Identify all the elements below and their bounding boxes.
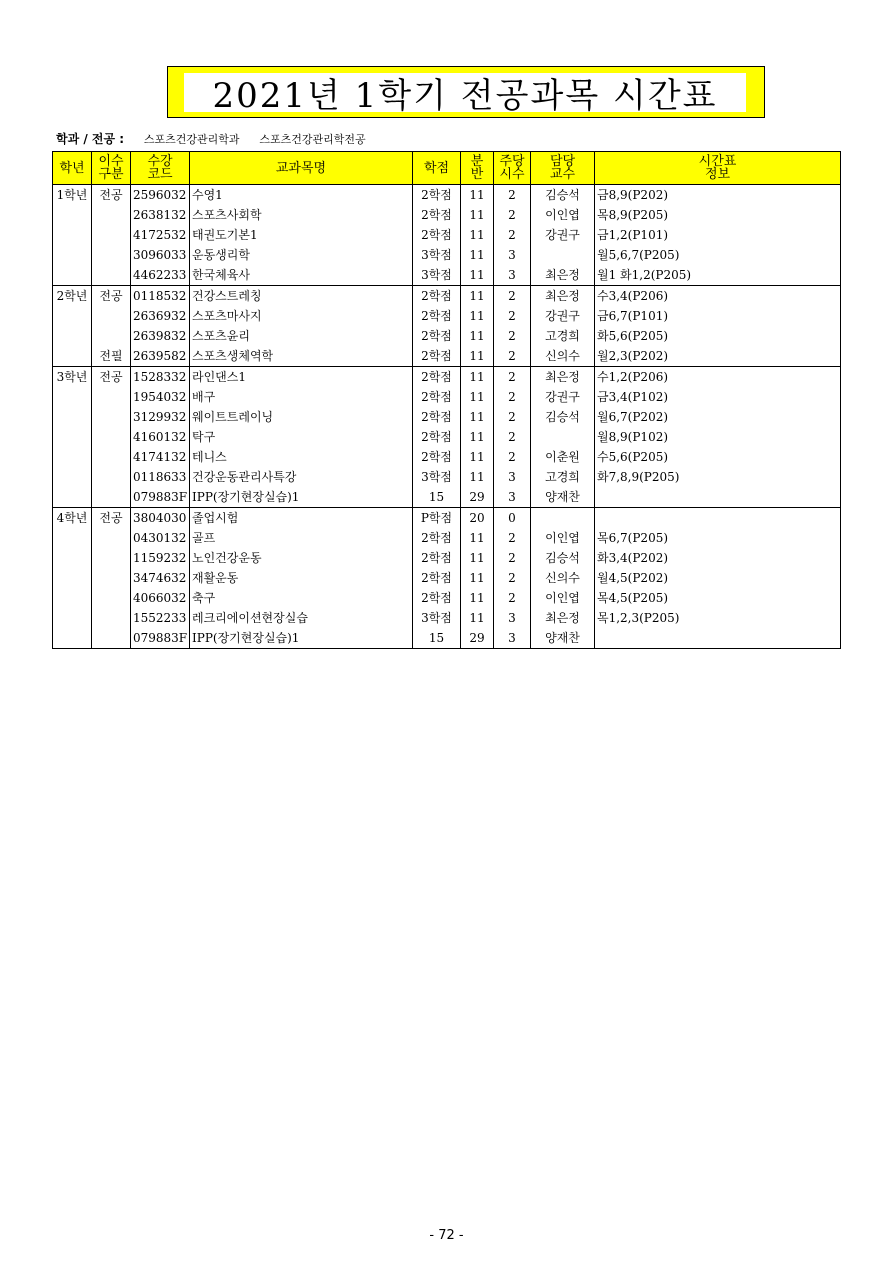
cell-schedule: 월2,3(P202) (595, 346, 841, 367)
cell-section: 11 (461, 568, 494, 588)
cell-professor: 최은정 (531, 265, 595, 286)
cell-type (92, 427, 131, 447)
cell-code: 2639832 (131, 326, 190, 346)
cell-hours: 0 (494, 508, 531, 529)
cell-year (53, 265, 92, 286)
cell-professor (531, 508, 595, 529)
cell-course-name: 한국체육사 (190, 265, 413, 286)
cell-hours: 3 (494, 628, 531, 649)
cell-hours: 2 (494, 205, 531, 225)
cell-section: 11 (461, 367, 494, 388)
cell-type: 전공 (92, 508, 131, 529)
cell-section: 11 (461, 225, 494, 245)
cell-hours: 2 (494, 326, 531, 346)
cell-credit: 2학점 (413, 185, 461, 206)
cell-hours: 3 (494, 245, 531, 265)
table-row (53, 467, 841, 487)
cell-course-name: 노인건강운동 (190, 548, 413, 568)
cell-hours: 2 (494, 306, 531, 326)
cell-year: 1학년 (53, 185, 92, 206)
cell-schedule (595, 487, 841, 508)
table-row (53, 608, 841, 628)
page-number: - 72 - (429, 1228, 464, 1243)
cell-year (53, 467, 92, 487)
cell-schedule: 월8,9(P102) (595, 427, 841, 447)
cell-type (92, 568, 131, 588)
cell-schedule: 금1,2(P101) (595, 225, 841, 245)
table-row (53, 447, 841, 467)
cell-section: 11 (461, 528, 494, 548)
cell-schedule: 금6,7(P101) (595, 306, 841, 326)
cell-code: 3474632 (131, 568, 190, 588)
header-row (53, 152, 841, 185)
cell-year: 3학년 (53, 367, 92, 388)
cell-year (53, 387, 92, 407)
cell-professor: 강권구 (531, 306, 595, 326)
cell-schedule: 화7,8,9(P205) (595, 467, 841, 487)
cell-credit: 3학점 (413, 467, 461, 487)
cell-section: 11 (461, 407, 494, 427)
cell-schedule: 월5,6,7(P205) (595, 245, 841, 265)
cell-credit: 15 (413, 628, 461, 649)
cell-section: 11 (461, 205, 494, 225)
cell-course-name: 스포츠사회학 (190, 205, 413, 225)
table-row (53, 205, 841, 225)
cell-schedule: 목8,9(P205) (595, 205, 841, 225)
table-row (53, 185, 841, 206)
cell-course-name: 배구 (190, 387, 413, 407)
table-row (53, 225, 841, 245)
cell-code: 4462233 (131, 265, 190, 286)
cell-credit: 2학점 (413, 205, 461, 225)
cell-schedule: 월4,5(P202) (595, 568, 841, 588)
table-row (53, 245, 841, 265)
cell-schedule (595, 508, 841, 529)
cell-credit: 3학점 (413, 265, 461, 286)
table-row (53, 265, 841, 286)
cell-year (53, 326, 92, 346)
cell-credit: 3학점 (413, 608, 461, 628)
cell-professor: 고경희 (531, 467, 595, 487)
cell-professor: 이인엽 (531, 588, 595, 608)
cell-type: 전필 (92, 346, 131, 367)
cell-code: 2596032 (131, 185, 190, 206)
table-row (53, 306, 841, 326)
cell-section: 11 (461, 245, 494, 265)
cell-year: 4학년 (53, 508, 92, 529)
cell-hours: 3 (494, 265, 531, 286)
cell-course-name: 테니스 (190, 447, 413, 467)
cell-year (53, 588, 92, 608)
table-row (53, 508, 841, 529)
cell-credit: 2학점 (413, 427, 461, 447)
cell-schedule: 금8,9(P202) (595, 185, 841, 206)
table-row (53, 588, 841, 608)
cell-type (92, 387, 131, 407)
cell-type (92, 306, 131, 326)
col-header-code: 수강 코드 (131, 152, 190, 185)
col-header-credit: 학점 (413, 152, 461, 185)
major-name: 스포츠건강관리학전공 (259, 133, 366, 146)
cell-credit: P학점 (413, 508, 461, 529)
cell-course-name: 스포츠마사지 (190, 306, 413, 326)
cell-code: 4160132 (131, 427, 190, 447)
cell-schedule: 목4,5(P205) (595, 588, 841, 608)
cell-credit: 2학점 (413, 407, 461, 427)
cell-type (92, 245, 131, 265)
cell-code: 4066032 (131, 588, 190, 608)
table-row (53, 548, 841, 568)
cell-professor (531, 427, 595, 447)
table-row (53, 568, 841, 588)
cell-credit: 2학점 (413, 326, 461, 346)
col-header-course: 교과목명 (190, 152, 413, 185)
cell-section: 11 (461, 265, 494, 286)
cell-code: 2639582 (131, 346, 190, 367)
cell-schedule: 월1 화1,2(P205) (595, 265, 841, 286)
cell-credit: 2학점 (413, 346, 461, 367)
department-line (56, 130, 366, 147)
cell-code: 1954032 (131, 387, 190, 407)
cell-professor: 김승석 (531, 407, 595, 427)
cell-section: 29 (461, 487, 494, 508)
cell-course-name: 골프 (190, 528, 413, 548)
cell-professor: 이인엽 (531, 528, 595, 548)
cell-section: 20 (461, 508, 494, 529)
cell-type (92, 608, 131, 628)
cell-hours: 3 (494, 487, 531, 508)
cell-type (92, 467, 131, 487)
cell-credit: 2학점 (413, 447, 461, 467)
cell-schedule: 화3,4(P202) (595, 548, 841, 568)
cell-section: 11 (461, 467, 494, 487)
cell-section: 29 (461, 628, 494, 649)
cell-professor: 양재찬 (531, 487, 595, 508)
cell-schedule: 화5,6(P205) (595, 326, 841, 346)
cell-year (53, 528, 92, 548)
cell-professor: 강권구 (531, 225, 595, 245)
cell-course-name: 축구 (190, 588, 413, 608)
cell-credit: 2학점 (413, 367, 461, 388)
cell-course-name: 태권도기본1 (190, 225, 413, 245)
cell-type: 전공 (92, 185, 131, 206)
cell-credit: 2학점 (413, 306, 461, 326)
cell-professor: 김승석 (531, 185, 595, 206)
cell-hours: 2 (494, 528, 531, 548)
cell-code: 3096033 (131, 245, 190, 265)
cell-course-name: 졸업시험 (190, 508, 413, 529)
cell-course-name: 재활운동 (190, 568, 413, 588)
timetable (52, 151, 841, 649)
cell-course-name: 건강스트레칭 (190, 286, 413, 307)
cell-course-name: IPP(장기현장실습)1 (190, 487, 413, 508)
col-header-year: 학년 (53, 152, 92, 185)
cell-year (53, 205, 92, 225)
cell-type: 전공 (92, 286, 131, 307)
cell-hours: 3 (494, 467, 531, 487)
cell-section: 11 (461, 306, 494, 326)
table-row (53, 367, 841, 388)
cell-professor: 이인엽 (531, 205, 595, 225)
cell-course-name: 레크리에이션현장실습 (190, 608, 413, 628)
cell-hours: 2 (494, 387, 531, 407)
timetable-body (53, 185, 841, 649)
col-header-professor: 담당 교수 (531, 152, 595, 185)
cell-type (92, 407, 131, 427)
cell-hours: 2 (494, 367, 531, 388)
table-row (53, 628, 841, 649)
cell-type (92, 225, 131, 245)
cell-type (92, 588, 131, 608)
cell-hours: 2 (494, 447, 531, 467)
cell-course-name: IPP(장기현장실습)1 (190, 628, 413, 649)
table-row (53, 326, 841, 346)
cell-year (53, 447, 92, 467)
table-row (53, 528, 841, 548)
cell-type (92, 265, 131, 286)
cell-course-name: 스포츠생체역학 (190, 346, 413, 367)
cell-section: 11 (461, 608, 494, 628)
col-header-type: 이수 구분 (92, 152, 131, 185)
cell-credit: 2학점 (413, 588, 461, 608)
cell-professor: 이춘원 (531, 447, 595, 467)
cell-year (53, 225, 92, 245)
cell-credit: 2학점 (413, 225, 461, 245)
cell-hours: 2 (494, 346, 531, 367)
cell-section: 11 (461, 588, 494, 608)
page-title: 2021년 1학기 전공과목 시간표 (184, 73, 746, 112)
cell-hours: 2 (494, 286, 531, 307)
cell-code: 0430132 (131, 528, 190, 548)
col-header-hours: 주당 시수 (494, 152, 531, 185)
cell-year (53, 306, 92, 326)
cell-course-name: 탁구 (190, 427, 413, 447)
table-row (53, 387, 841, 407)
cell-code: 3804030 (131, 508, 190, 529)
cell-code: 1528332 (131, 367, 190, 388)
cell-year (53, 487, 92, 508)
cell-type (92, 487, 131, 508)
cell-schedule: 금3,4(P102) (595, 387, 841, 407)
cell-code: 1159232 (131, 548, 190, 568)
cell-code: 3129932 (131, 407, 190, 427)
cell-credit: 2학점 (413, 548, 461, 568)
cell-course-name: 라인댄스1 (190, 367, 413, 388)
col-header-schedule: 시간표 정보 (595, 152, 841, 185)
cell-year (53, 628, 92, 649)
cell-type (92, 548, 131, 568)
cell-hours: 2 (494, 548, 531, 568)
cell-hours: 2 (494, 407, 531, 427)
cell-course-name: 스포츠윤리 (190, 326, 413, 346)
cell-professor: 최은정 (531, 286, 595, 307)
cell-code: 0118633 (131, 467, 190, 487)
table-row (53, 407, 841, 427)
cell-professor: 고경희 (531, 326, 595, 346)
cell-code: 2636932 (131, 306, 190, 326)
cell-credit: 2학점 (413, 387, 461, 407)
cell-course-name: 운동생리학 (190, 245, 413, 265)
cell-schedule: 목1,2,3(P205) (595, 608, 841, 628)
cell-code: 4174132 (131, 447, 190, 467)
cell-code: 079883F (131, 487, 190, 508)
cell-credit: 2학점 (413, 528, 461, 548)
cell-professor: 양재찬 (531, 628, 595, 649)
cell-code: 2638132 (131, 205, 190, 225)
department-name: 스포츠건강관리학과 (143, 133, 240, 146)
cell-year: 2학년 (53, 286, 92, 307)
cell-schedule: 수3,4(P206) (595, 286, 841, 307)
cell-course-name: 수영1 (190, 185, 413, 206)
cell-type (92, 528, 131, 548)
cell-year (53, 427, 92, 447)
cell-code: 1552233 (131, 608, 190, 628)
cell-section: 11 (461, 427, 494, 447)
cell-section: 11 (461, 286, 494, 307)
table-row (53, 286, 841, 307)
table-row (53, 346, 841, 367)
cell-section: 11 (461, 185, 494, 206)
cell-year (53, 407, 92, 427)
department-label: 학과 / 전공 : (56, 132, 125, 146)
cell-schedule: 수5,6(P205) (595, 447, 841, 467)
cell-type (92, 447, 131, 467)
cell-section: 11 (461, 447, 494, 467)
cell-schedule (595, 628, 841, 649)
cell-schedule: 월6,7(P202) (595, 407, 841, 427)
cell-schedule: 수1,2(P206) (595, 367, 841, 388)
cell-year (53, 548, 92, 568)
cell-credit: 2학점 (413, 568, 461, 588)
cell-credit: 2학점 (413, 286, 461, 307)
cell-type (92, 326, 131, 346)
cell-credit: 15 (413, 487, 461, 508)
table-row (53, 487, 841, 508)
cell-section: 11 (461, 326, 494, 346)
cell-credit: 3학점 (413, 245, 461, 265)
cell-code: 079883F (131, 628, 190, 649)
cell-section: 11 (461, 346, 494, 367)
cell-schedule: 목6,7(P205) (595, 528, 841, 548)
cell-professor: 최은정 (531, 367, 595, 388)
cell-course-name: 웨이트트레이닝 (190, 407, 413, 427)
cell-code: 4172532 (131, 225, 190, 245)
cell-hours: 2 (494, 568, 531, 588)
cell-section: 11 (461, 387, 494, 407)
cell-type: 전공 (92, 367, 131, 388)
cell-hours: 3 (494, 608, 531, 628)
cell-section: 11 (461, 548, 494, 568)
cell-year (53, 608, 92, 628)
cell-hours: 2 (494, 427, 531, 447)
cell-hours: 2 (494, 225, 531, 245)
cell-professor: 김승석 (531, 548, 595, 568)
cell-professor: 신의수 (531, 568, 595, 588)
title-banner (167, 66, 765, 118)
cell-professor: 최은정 (531, 608, 595, 628)
cell-professor (531, 245, 595, 265)
col-header-section: 분 반 (461, 152, 494, 185)
cell-year (53, 346, 92, 367)
table-row (53, 427, 841, 447)
cell-type (92, 205, 131, 225)
cell-year (53, 245, 92, 265)
cell-hours: 2 (494, 588, 531, 608)
cell-code: 0118532 (131, 286, 190, 307)
cell-professor: 신의수 (531, 346, 595, 367)
cell-year (53, 568, 92, 588)
cell-type (92, 628, 131, 649)
cell-hours: 2 (494, 185, 531, 206)
cell-course-name: 건강운동관리사특강 (190, 467, 413, 487)
cell-professor: 강권구 (531, 387, 595, 407)
